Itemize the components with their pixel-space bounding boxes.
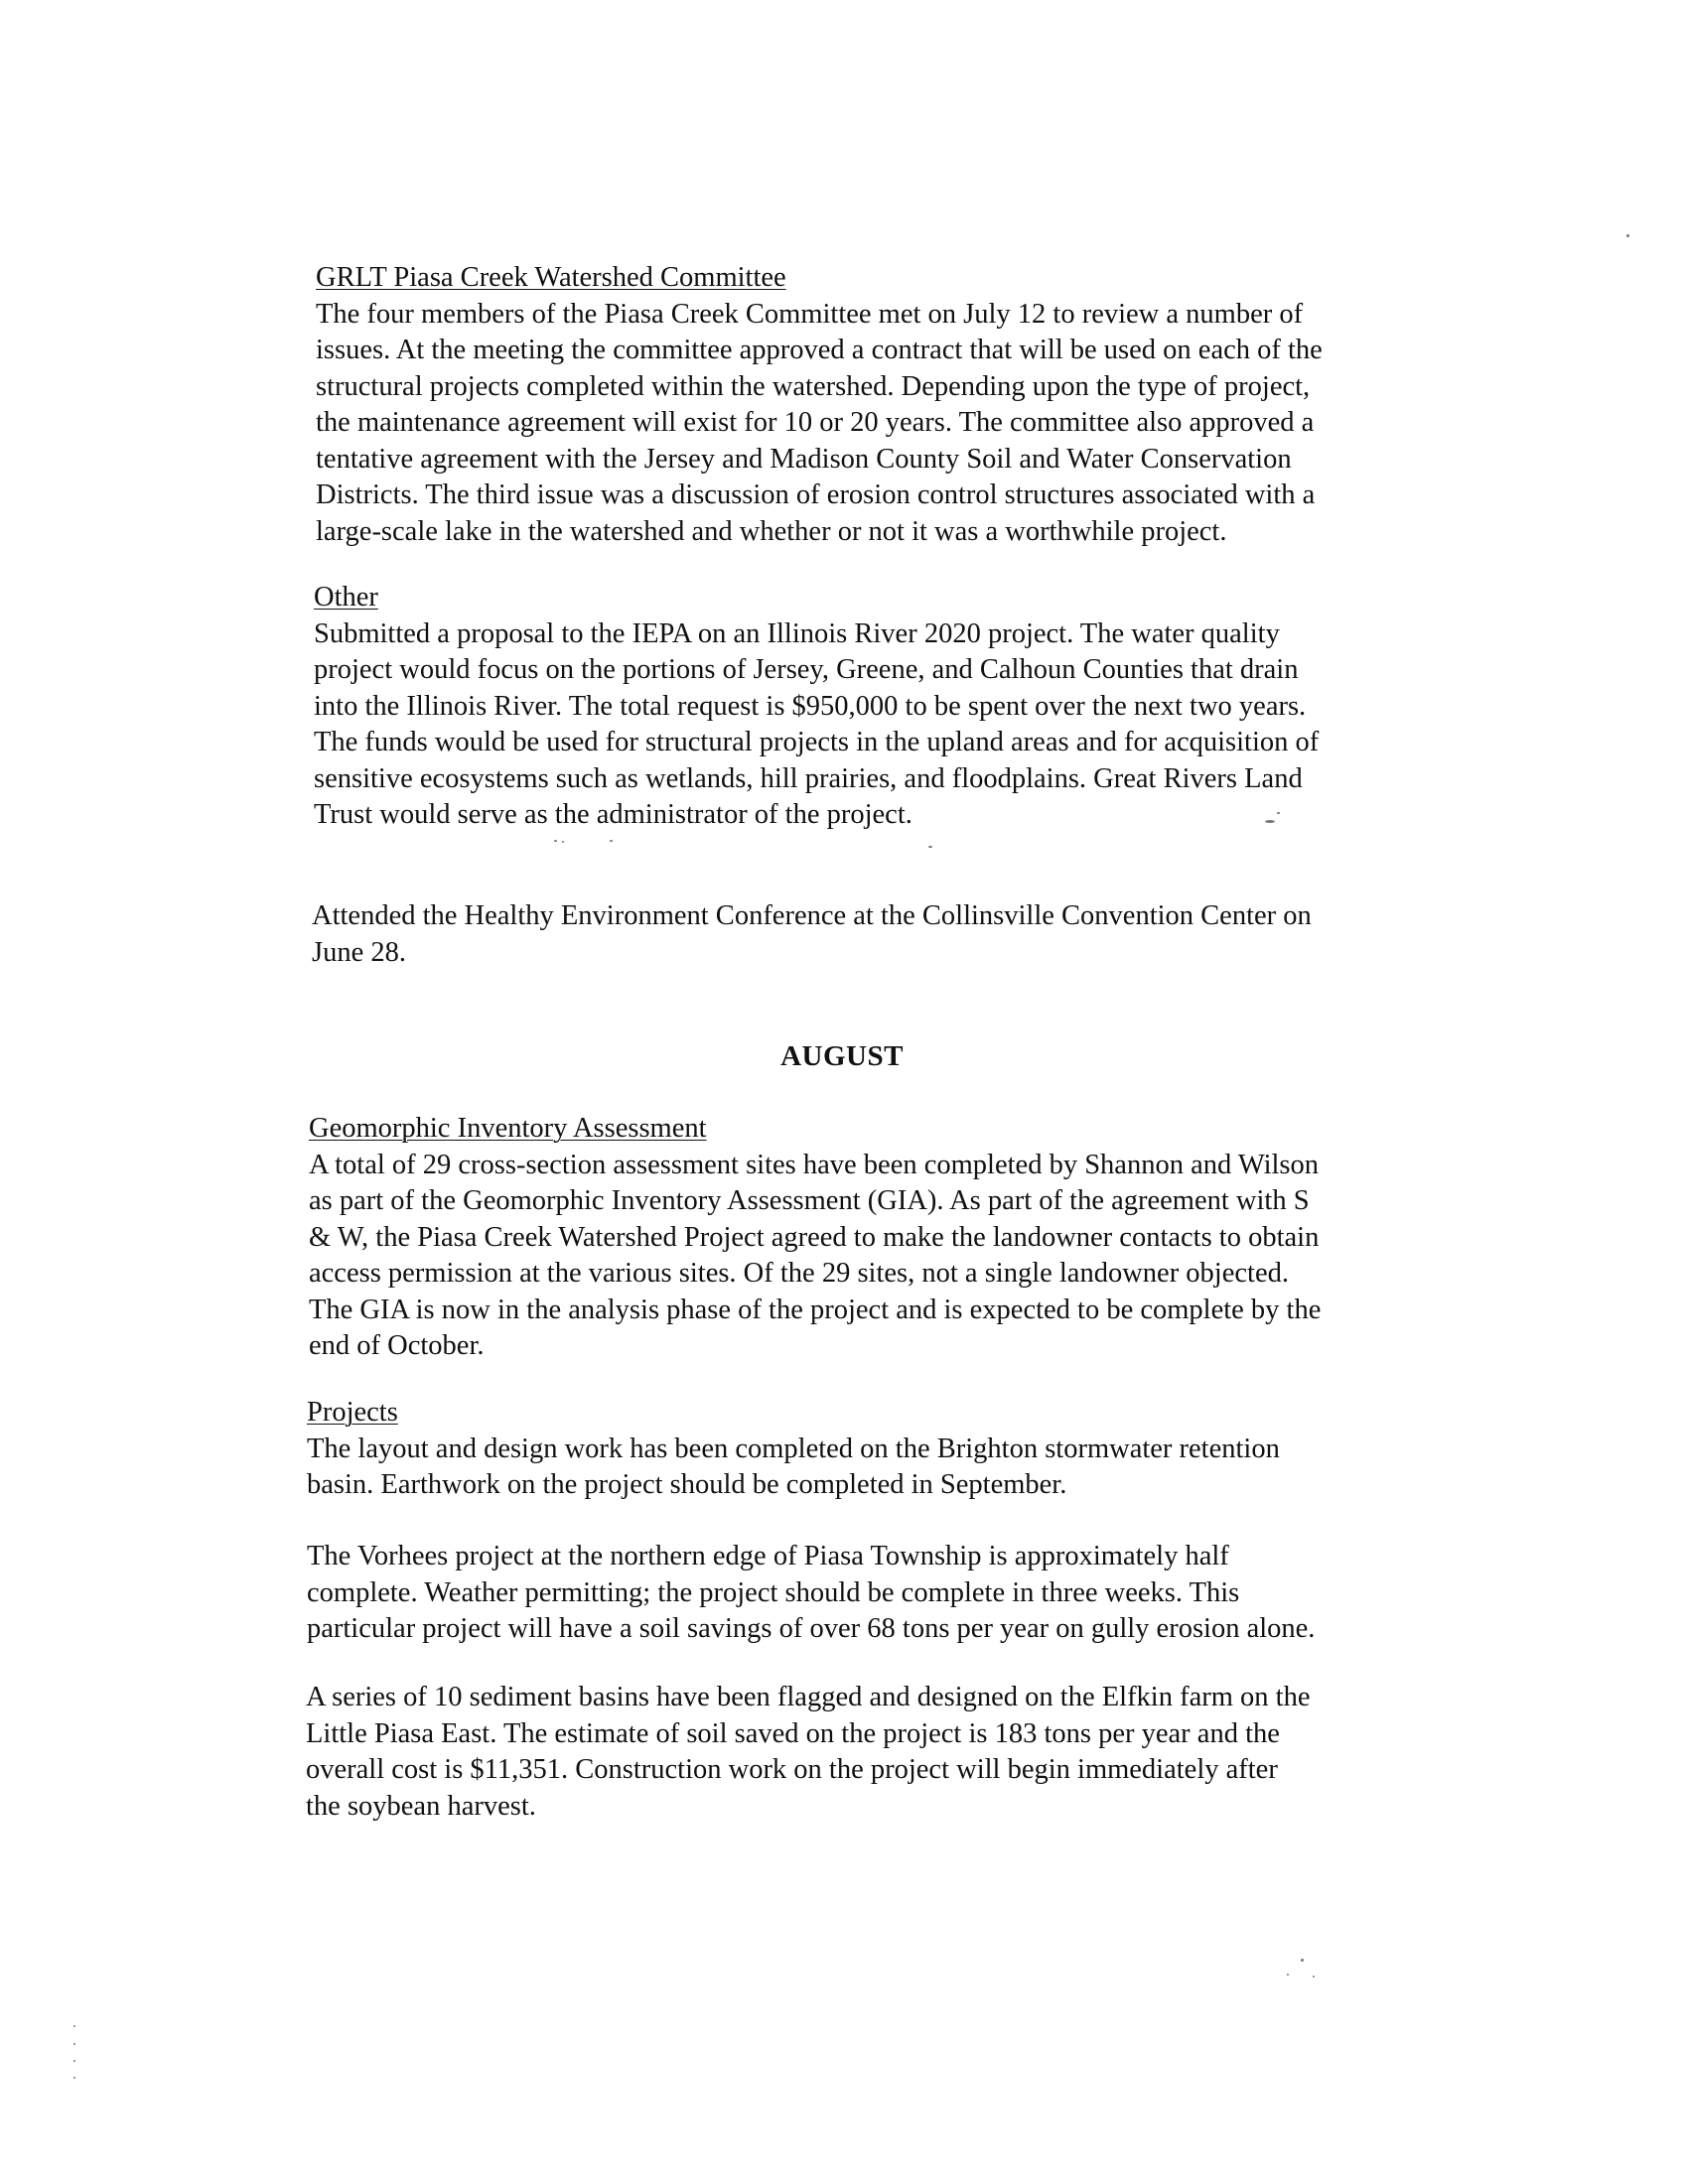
- grlt-section: [316, 260, 1448, 550]
- scan-speck: [610, 840, 613, 842]
- gia-line: as part of the Geomorphic Inventory Assessment (GIA). As part of the agreement with S: [309, 1185, 1310, 1216]
- grlt-line: issues. At the meeting the committee approved a contract that will be used on each of the: [316, 335, 1323, 365]
- projects-paragraph-1: [307, 1432, 1439, 1504]
- gia-line: & W, the Piasa Creek Watershed Project agreed to make the landowner contacts to obtain: [309, 1221, 1320, 1253]
- other-line: into the Illinois River. The total request is $950,000 to be spent over the next two years.: [314, 690, 1307, 722]
- projects-line: The Vorhees project at the northern edge of Piasa Township is approximately half: [307, 1541, 1229, 1571]
- scan-speck: [1626, 234, 1629, 237]
- gia-section: [309, 1111, 1441, 1365]
- conference-paragraph: [312, 898, 1444, 971]
- scan-speck: [1265, 820, 1275, 823]
- projects-heading: Projects: [307, 1397, 398, 1428]
- projects-line: basin. Earthwork on the project should be completed in September.: [307, 1469, 1067, 1500]
- grlt-line: tentative agreement with the Jersey and Madison County Soil and Water Conservation: [316, 443, 1292, 475]
- other-line: The funds would be used for structural projects in the upland areas and for acquisition of: [314, 727, 1320, 757]
- month-heading: AUGUST: [780, 1040, 904, 1072]
- scan-speck: [562, 841, 564, 843]
- projects-line: complete. Weather permitting; the project should be complete in three weeks. This: [307, 1576, 1240, 1608]
- projects-line: overall cost is $11,351. Construction work on the project will begin immediately after: [306, 1754, 1278, 1785]
- grlt-line: structural projects completed within the watershed. Depending upon the type of project,: [316, 370, 1311, 402]
- grlt-line: Districts. The third issue was a discussion of erosion control structures associated with a: [316, 479, 1316, 510]
- other-heading: Other: [314, 582, 378, 613]
- scan-speck: [73, 2043, 75, 2045]
- scan-speck: [1277, 812, 1280, 814]
- projects-elfkin: [306, 1680, 1438, 1825]
- gia-line: The GIA is now in the analysis phase of the project and is expected to be complete by the: [309, 1294, 1322, 1325]
- gia-line: A total of 29 cross-section assessment sites have been completed by Shannon and Wilson: [309, 1149, 1320, 1180]
- conference-section: [312, 898, 1444, 971]
- projects-line: particular project will have a soil savings of over 68 tons per year on gully erosion alone.: [307, 1613, 1316, 1644]
- projects-line: The layout and design work has been completed on the Brighton stormwater retention: [307, 1433, 1280, 1464]
- other-line: project would focus on the portions of Jersey, Greene, and Calhoun Counties that drain: [314, 654, 1299, 685]
- projects-paragraph-2: [307, 1539, 1439, 1648]
- other-line: sensitive ecosystems such as wetlands, hill prairies, and floodplains. Great Rivers Land: [314, 762, 1303, 794]
- scan-speck: [1313, 1976, 1315, 1978]
- conference-line: June 28.: [312, 936, 406, 968]
- gia-paragraph: [309, 1148, 1441, 1365]
- grlt-line: large-scale lake in the watershed and whether or not it was a worthwhile project.: [316, 515, 1227, 547]
- scan-speck: [73, 2025, 75, 2027]
- projects-line: the soybean harvest.: [306, 1790, 536, 1822]
- projects-section: [307, 1395, 1439, 1504]
- scan-speck: [73, 2060, 75, 2062]
- other-line: Trust would serve as the administrator of the project.: [314, 799, 912, 830]
- conference-line: Attended the Healthy Environment Conference at the Collinsville Convention Center on: [312, 900, 1312, 931]
- grlt-line: The four members of the Piasa Creek Committee met on July 12 to review a number of: [316, 298, 1304, 330]
- other-line: Submitted a proposal to the IEPA on an Illinois River 2020 project. The water quality: [314, 617, 1280, 649]
- grlt-paragraph: [316, 297, 1448, 551]
- scan-speck: [1301, 1959, 1304, 1962]
- gia-line: end of October.: [309, 1330, 485, 1361]
- projects-line: A series of 10 sediment basins have been flagged and designed on the Elfkin farm on the: [306, 1682, 1311, 1712]
- projects-vorhees: [307, 1539, 1439, 1648]
- scan-speck: [928, 846, 932, 848]
- other-section: [314, 580, 1446, 834]
- scan-speck: [554, 840, 557, 842]
- projects-paragraph-3: [306, 1680, 1438, 1825]
- projects-line: Little Piasa East. The estimate of soil saved on the project is 183 tons per year and the: [306, 1717, 1280, 1749]
- scan-speck: [73, 2077, 75, 2079]
- gia-heading: Geomorphic Inventory Assessment: [309, 1113, 707, 1144]
- other-paragraph: [314, 616, 1446, 834]
- scan-speck: [1287, 1974, 1289, 1976]
- gia-line: access permission at the various sites. Of the 29 sites, not a single landowner objected.: [309, 1258, 1289, 1289]
- grlt-heading: GRLT Piasa Creek Watershed Committee: [316, 262, 786, 293]
- grlt-line: the maintenance agreement will exist for 10 or 20 years. The committee also approved a: [316, 407, 1315, 438]
